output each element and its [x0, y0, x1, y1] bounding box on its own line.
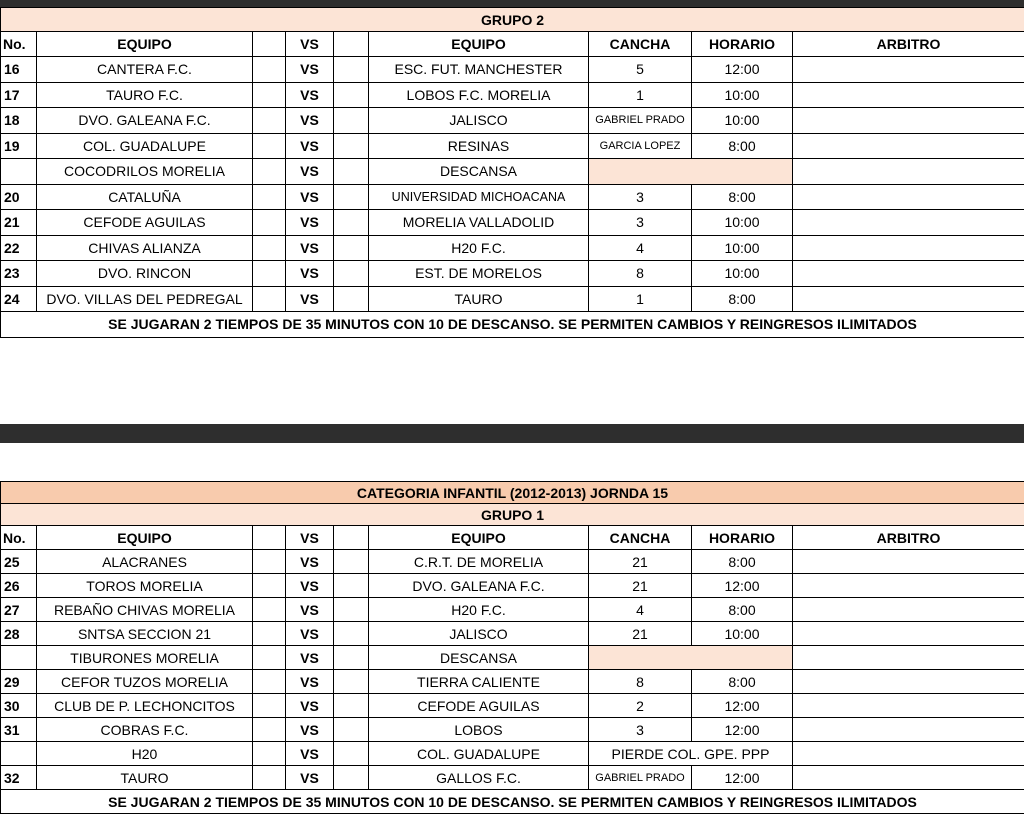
- match-row: [1, 598, 1024, 622]
- away-team: UNIVERSIDAD MICHOACANA: [369, 184, 589, 210]
- col-spacer: [334, 670, 369, 694]
- col-spacer: [334, 184, 369, 210]
- referee: [793, 550, 1024, 574]
- match-row: [1, 57, 1024, 83]
- col-spacer: [334, 766, 369, 790]
- vs-label: VS: [286, 694, 334, 718]
- col-spacer: [334, 261, 369, 287]
- referee: [793, 261, 1024, 287]
- field: 4: [589, 235, 692, 261]
- col-spacer: [253, 210, 286, 236]
- col-spacer: [253, 622, 286, 646]
- vs-label: VS: [286, 718, 334, 742]
- match-row: [1, 82, 1024, 108]
- field: 21: [589, 622, 692, 646]
- away-team: DESCANSA: [369, 159, 589, 185]
- match-number: 19: [1, 133, 37, 159]
- match-row: [1, 286, 1024, 312]
- home-team: SNTSA SECCION 21: [37, 622, 253, 646]
- vs-label: VS: [286, 133, 334, 159]
- match-number: 20: [1, 184, 37, 210]
- vs-label: VS: [286, 622, 334, 646]
- away-team: ESC. FUT. MANCHESTER: [369, 57, 589, 83]
- home-team: CHIVAS ALIANZA: [37, 235, 253, 261]
- match-number: 26: [1, 574, 37, 598]
- match-number: 30: [1, 694, 37, 718]
- home-team: H20: [37, 742, 253, 766]
- match-time: 12:00: [692, 57, 793, 83]
- col-spacer: [334, 718, 369, 742]
- match-time: 8:00: [692, 598, 793, 622]
- col-header-team2: EQUIPO: [369, 32, 589, 57]
- field: 1: [589, 286, 692, 312]
- away-team: EST. DE MORELOS: [369, 261, 589, 287]
- col-spacer: [334, 57, 369, 83]
- col-header-team1: EQUIPO: [37, 526, 253, 550]
- match-time: 8:00: [692, 184, 793, 210]
- referee: [793, 694, 1024, 718]
- field: 5: [589, 57, 692, 83]
- col-header-vs: VS: [286, 526, 334, 550]
- match-row: [1, 646, 1024, 670]
- field: 8: [589, 670, 692, 694]
- col-spacer: [334, 286, 369, 312]
- referee: [793, 82, 1024, 108]
- match-time: 10:00: [692, 210, 793, 236]
- referee: [793, 57, 1024, 83]
- match-time: 12:00: [692, 574, 793, 598]
- field: 4: [589, 598, 692, 622]
- col-spacer: [253, 159, 286, 185]
- match-row: [1, 261, 1024, 287]
- match-time: 12:00: [692, 694, 793, 718]
- col-spacer: [253, 550, 286, 574]
- col-spacer: [253, 235, 286, 261]
- vs-label: VS: [286, 598, 334, 622]
- match-row: [1, 718, 1024, 742]
- rules-note: SE JUGARAN 2 TIEMPOS DE 35 MINUTOS CON 10 DE DESCANSO. SE PERMITEN CAMBIOS Y REINGRESOS ILIMITADOS: [1, 790, 1024, 814]
- col-spacer: [253, 574, 286, 598]
- schedule-table-grupo-2: [0, 7, 1024, 338]
- vs-label: VS: [286, 766, 334, 790]
- vs-label: VS: [286, 670, 334, 694]
- referee: [793, 184, 1024, 210]
- away-team: MORELIA VALLADOLID: [369, 210, 589, 236]
- match-row: [1, 550, 1024, 574]
- col-spacer: [334, 646, 369, 670]
- col-spacer: [334, 742, 369, 766]
- field: 21: [589, 574, 692, 598]
- away-team: DESCANSA: [369, 646, 589, 670]
- match-row: [1, 133, 1024, 159]
- match-number: 17: [1, 82, 37, 108]
- vs-label: VS: [286, 261, 334, 287]
- away-team: H20 F.C.: [369, 598, 589, 622]
- col-header-team1: EQUIPO: [37, 32, 253, 57]
- col-spacer: [253, 766, 286, 790]
- match-time: 10:00: [692, 261, 793, 287]
- referee: [793, 574, 1024, 598]
- col-header-time: HORARIO: [692, 526, 793, 550]
- vs-label: VS: [286, 82, 334, 108]
- home-team: COBRAS F.C.: [37, 718, 253, 742]
- col-spacer: [334, 108, 369, 134]
- rules-note: SE JUGARAN 2 TIEMPOS DE 35 MINUTOS CON 10 DE DESCANSO. SE PERMITEN CAMBIOS Y REINGRESOS ILIMITADOS: [1, 312, 1024, 338]
- away-team: GALLOS F.C.: [369, 766, 589, 790]
- away-team: DVO. GALEANA F.C.: [369, 574, 589, 598]
- vs-label: VS: [286, 108, 334, 134]
- away-team: TIERRA CALIENTE: [369, 670, 589, 694]
- away-team: H20 F.C.: [369, 235, 589, 261]
- col-header-no: No.: [1, 526, 37, 550]
- home-team: CANTERA F.C.: [37, 57, 253, 83]
- col-spacer: [334, 32, 369, 57]
- col-header-time: HORARIO: [692, 32, 793, 57]
- top-dark-band: [0, 0, 1024, 7]
- col-spacer: [253, 670, 286, 694]
- col-spacer: [334, 598, 369, 622]
- referee: [793, 286, 1024, 312]
- home-team: TOROS MORELIA: [37, 574, 253, 598]
- referee: [793, 133, 1024, 159]
- col-spacer: [253, 742, 286, 766]
- away-team: C.R.T. DE MORELIA: [369, 550, 589, 574]
- match-row: [1, 670, 1024, 694]
- match-number: 22: [1, 235, 37, 261]
- vs-label: VS: [286, 184, 334, 210]
- referee: [793, 742, 1024, 766]
- referee: [793, 766, 1024, 790]
- bye-blank: [589, 646, 793, 670]
- vs-label: VS: [286, 286, 334, 312]
- referee: [793, 718, 1024, 742]
- group-title: GRUPO 1: [1, 504, 1024, 526]
- col-spacer: [334, 82, 369, 108]
- home-team: TAURO F.C.: [37, 82, 253, 108]
- match-time: 8:00: [692, 550, 793, 574]
- home-team: TAURO: [37, 766, 253, 790]
- col-spacer: [253, 286, 286, 312]
- away-team: JALISCO: [369, 622, 589, 646]
- middle-dark-band: [0, 424, 1024, 443]
- bye-blank: [589, 159, 793, 185]
- home-team: TIBURONES MORELIA: [37, 646, 253, 670]
- home-team: CEFODE AGUILAS: [37, 210, 253, 236]
- col-spacer: [253, 57, 286, 83]
- referee: [793, 210, 1024, 236]
- match-number: [1, 646, 37, 670]
- away-team: LOBOS F.C. MORELIA: [369, 82, 589, 108]
- vs-label: VS: [286, 210, 334, 236]
- match-row: [1, 694, 1024, 718]
- match-row: [1, 159, 1024, 185]
- match-number: 31: [1, 718, 37, 742]
- category-title: CATEGORIA INFANTIL (2012-2013) JORNDA 15: [1, 482, 1024, 504]
- match-time: 8:00: [692, 670, 793, 694]
- match-row: [1, 108, 1024, 134]
- match-row: [1, 184, 1024, 210]
- match-time: 10:00: [692, 235, 793, 261]
- referee: [793, 598, 1024, 622]
- away-team: CEFODE AGUILAS: [369, 694, 589, 718]
- away-team: RESINAS: [369, 133, 589, 159]
- match-time: 12:00: [692, 766, 793, 790]
- col-spacer: [334, 159, 369, 185]
- field: 1: [589, 82, 692, 108]
- vs-label: VS: [286, 550, 334, 574]
- vs-label: VS: [286, 574, 334, 598]
- vs-label: VS: [286, 235, 334, 261]
- vs-label: VS: [286, 742, 334, 766]
- col-spacer: [334, 574, 369, 598]
- field: 21: [589, 550, 692, 574]
- col-spacer: [334, 235, 369, 261]
- match-row: [1, 742, 1024, 766]
- col-header-referee: ARBITRO: [793, 32, 1024, 57]
- referee: [793, 646, 1024, 670]
- home-team: DVO. VILLAS DEL PEDREGAL: [37, 286, 253, 312]
- col-spacer: [253, 718, 286, 742]
- field: 8: [589, 261, 692, 287]
- col-spacer: [253, 32, 286, 57]
- match-time: 12:00: [692, 718, 793, 742]
- col-spacer: [334, 622, 369, 646]
- match-number: [1, 159, 37, 185]
- home-team: DVO. RINCON: [37, 261, 253, 287]
- col-spacer: [334, 526, 369, 550]
- match-number: 27: [1, 598, 37, 622]
- match-time: 10:00: [692, 82, 793, 108]
- col-spacer: [334, 550, 369, 574]
- home-team: CLUB DE P. LECHONCITOS: [37, 694, 253, 718]
- match-time: 10:00: [692, 622, 793, 646]
- col-spacer: [253, 646, 286, 670]
- match-number: 16: [1, 57, 37, 83]
- col-spacer: [253, 133, 286, 159]
- col-spacer: [253, 261, 286, 287]
- field: GARCIA LOPEZ: [589, 133, 692, 159]
- schedule-table-infantil-grupo-1: [0, 481, 1024, 814]
- col-spacer: [253, 108, 286, 134]
- away-team: COL. GUADALUPE: [369, 742, 589, 766]
- referee: [793, 235, 1024, 261]
- match-number: 28: [1, 622, 37, 646]
- home-team: DVO. GALEANA F.C.: [37, 108, 253, 134]
- match-number: 18: [1, 108, 37, 134]
- match-row: [1, 766, 1024, 790]
- home-team: CATALUÑA: [37, 184, 253, 210]
- col-spacer: [253, 184, 286, 210]
- col-header-referee: ARBITRO: [793, 526, 1024, 550]
- match-number: [1, 742, 37, 766]
- forfeit-note: PIERDE COL. GPE. PPP: [589, 742, 793, 766]
- match-number: 24: [1, 286, 37, 312]
- match-number: 23: [1, 261, 37, 287]
- vs-label: VS: [286, 646, 334, 670]
- col-header-vs: VS: [286, 32, 334, 57]
- away-team: JALISCO: [369, 108, 589, 134]
- col-header-field: CANCHA: [589, 526, 692, 550]
- match-row: [1, 622, 1024, 646]
- col-header-team2: EQUIPO: [369, 526, 589, 550]
- match-row: [1, 210, 1024, 236]
- match-number: 32: [1, 766, 37, 790]
- vs-label: VS: [286, 57, 334, 83]
- match-number: 29: [1, 670, 37, 694]
- away-team: TAURO: [369, 286, 589, 312]
- col-spacer: [334, 133, 369, 159]
- match-row: [1, 574, 1024, 598]
- col-spacer: [253, 82, 286, 108]
- match-time: 8:00: [692, 133, 793, 159]
- field: 3: [589, 718, 692, 742]
- home-team: COCODRILOS MORELIA: [37, 159, 253, 185]
- field: 2: [589, 694, 692, 718]
- vs-label: VS: [286, 159, 334, 185]
- match-time: 10:00: [692, 108, 793, 134]
- match-number: 21: [1, 210, 37, 236]
- match-number: 25: [1, 550, 37, 574]
- field: GABRIEL PRADO: [589, 766, 692, 790]
- field: GABRIEL PRADO: [589, 108, 692, 134]
- match-row: [1, 235, 1024, 261]
- referee: [793, 159, 1024, 185]
- col-spacer: [334, 210, 369, 236]
- away-team: LOBOS: [369, 718, 589, 742]
- home-team: ALACRANES: [37, 550, 253, 574]
- home-team: COL. GUADALUPE: [37, 133, 253, 159]
- col-header-field: CANCHA: [589, 32, 692, 57]
- col-spacer: [334, 694, 369, 718]
- match-time: 8:00: [692, 286, 793, 312]
- col-spacer: [253, 694, 286, 718]
- group-title: GRUPO 2: [1, 8, 1024, 32]
- referee: [793, 622, 1024, 646]
- home-team: REBAÑO CHIVAS MORELIA: [37, 598, 253, 622]
- referee: [793, 108, 1024, 134]
- field: 3: [589, 210, 692, 236]
- home-team: CEFOR TUZOS MORELIA: [37, 670, 253, 694]
- col-spacer: [253, 526, 286, 550]
- referee: [793, 670, 1024, 694]
- col-header-no: No.: [1, 32, 37, 57]
- col-spacer: [253, 598, 286, 622]
- field: 3: [589, 184, 692, 210]
